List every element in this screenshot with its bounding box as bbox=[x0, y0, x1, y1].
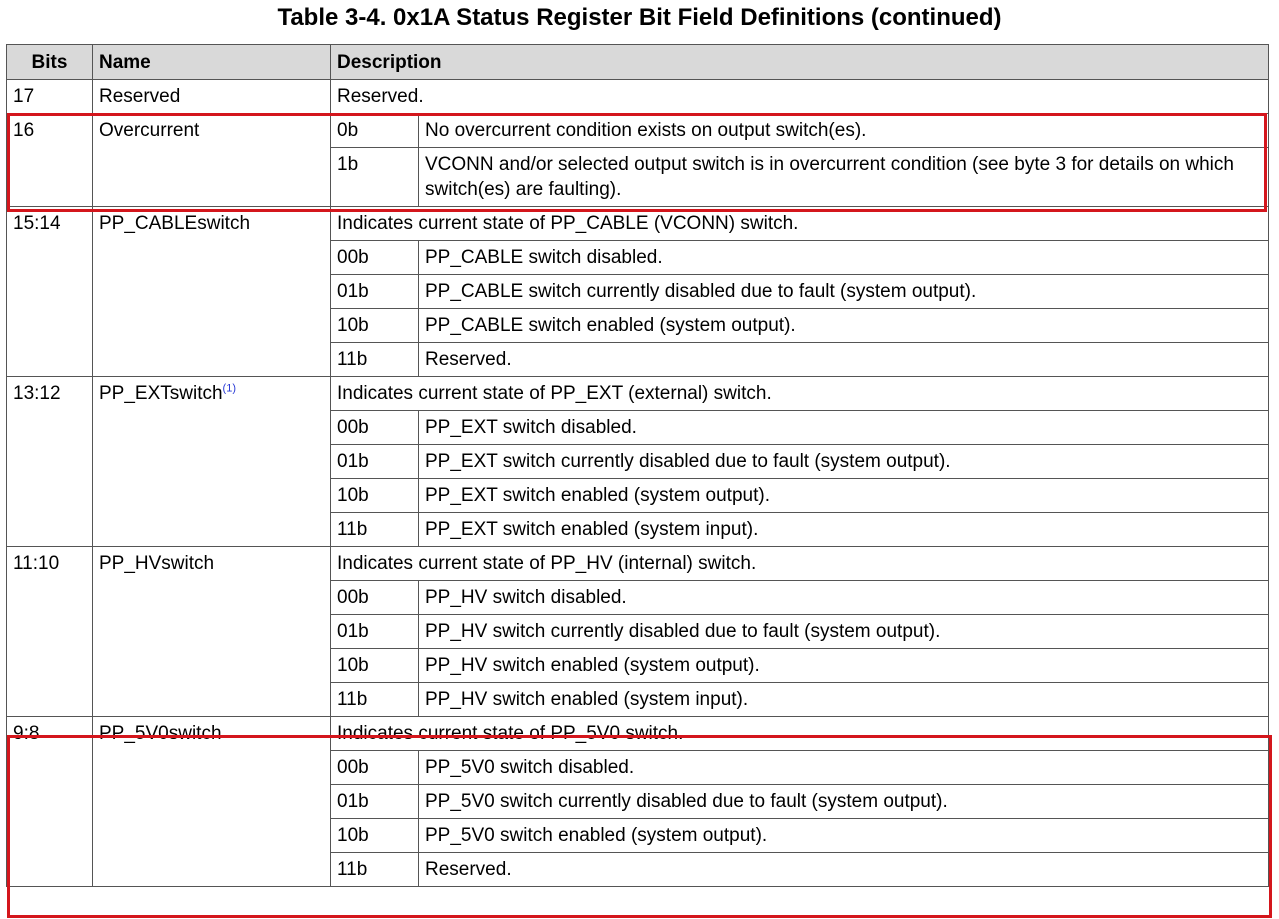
bits-cell: 13:12 bbox=[7, 377, 93, 547]
value-text-cell: PP_EXT switch enabled (system output). bbox=[419, 479, 1269, 513]
field-name: PP_EXTswitch bbox=[99, 383, 223, 404]
bits-cell: 9:8 bbox=[7, 717, 93, 887]
value-code-cell: 00b bbox=[331, 241, 419, 275]
table-row bbox=[7, 377, 1269, 411]
description-cell: Indicates current state of PP_CABLE (VCONN) switch. bbox=[331, 207, 1269, 241]
description-cell: Indicates current state of PP_5V0 switch. bbox=[331, 717, 1269, 751]
value-code-cell: 10b bbox=[331, 479, 419, 513]
name-column-header: Name bbox=[93, 45, 331, 80]
value-text-cell: PP_HV switch disabled. bbox=[419, 581, 1269, 615]
table-title: Table 3-4. 0x1A Status Register Bit Field Definitions (continued) bbox=[277, 4, 1002, 31]
value-text-cell: PP_5V0 switch currently disabled due to fault (system output). bbox=[419, 785, 1269, 819]
value-text-cell: PP_CABLE switch enabled (system output). bbox=[419, 309, 1269, 343]
value-code-cell: 00b bbox=[331, 751, 419, 785]
value-code-cell: 11b bbox=[331, 343, 419, 377]
value-code-cell: 00b bbox=[331, 581, 419, 615]
name-cell: PP_5V0switch bbox=[93, 717, 331, 887]
name-cell bbox=[93, 377, 331, 547]
footnote-link[interactable]: (1) bbox=[222, 382, 236, 395]
value-text-cell: PP_HV switch enabled (system input). bbox=[419, 683, 1269, 717]
value-code-cell: 0b bbox=[331, 114, 419, 148]
value-code-cell: 10b bbox=[331, 649, 419, 683]
name-cell: PP_CABLEswitch bbox=[93, 207, 331, 377]
value-code-cell: 11b bbox=[331, 513, 419, 547]
value-text-cell: Reserved. bbox=[419, 343, 1269, 377]
bits-cell: 17 bbox=[7, 80, 93, 114]
bits-cell: 15:14 bbox=[7, 207, 93, 377]
value-code-cell: 01b bbox=[331, 275, 419, 309]
value-text-cell: PP_EXT switch disabled. bbox=[419, 411, 1269, 445]
table-row bbox=[7, 717, 1269, 751]
table-header-row bbox=[7, 45, 1269, 80]
bits-cell: 16 bbox=[7, 114, 93, 207]
value-code-cell: 11b bbox=[331, 683, 419, 717]
value-code-cell: 11b bbox=[331, 853, 419, 887]
table-row bbox=[7, 114, 1269, 148]
value-code-cell: 01b bbox=[331, 445, 419, 479]
value-code-cell: 1b bbox=[331, 148, 419, 207]
description-column-header: Description bbox=[331, 45, 1269, 80]
value-code-cell: 01b bbox=[331, 615, 419, 649]
value-text-cell: VCONN and/or selected output switch is in overcurrent condition (see byte 3 for details on which switch(es) are faulting). bbox=[419, 148, 1269, 207]
bits-column-header: Bits bbox=[7, 45, 93, 80]
value-code-cell: 10b bbox=[331, 819, 419, 853]
value-text-cell: PP_CABLE switch disabled. bbox=[419, 241, 1269, 275]
description-cell: Reserved. bbox=[331, 80, 1269, 114]
bits-cell: 11:10 bbox=[7, 547, 93, 717]
name-cell: Reserved bbox=[93, 80, 331, 114]
table-row bbox=[7, 80, 1269, 114]
value-text-cell: PP_EXT switch currently disabled due to fault (system output). bbox=[419, 445, 1269, 479]
value-text-cell: PP_5V0 switch enabled (system output). bbox=[419, 819, 1269, 853]
table-row bbox=[7, 547, 1269, 581]
value-text-cell: PP_HV switch currently disabled due to fault (system output). bbox=[419, 615, 1269, 649]
value-text-cell: PP_CABLE switch currently disabled due to fault (system output). bbox=[419, 275, 1269, 309]
description-cell: Indicates current state of PP_HV (internal) switch. bbox=[331, 547, 1269, 581]
name-cell: PP_HVswitch bbox=[93, 547, 331, 717]
value-text-cell: PP_EXT switch enabled (system input). bbox=[419, 513, 1269, 547]
value-code-cell: 01b bbox=[331, 785, 419, 819]
description-cell: Indicates current state of PP_EXT (external) switch. bbox=[331, 377, 1269, 411]
value-text-cell: Reserved. bbox=[419, 853, 1269, 887]
value-text-cell: PP_5V0 switch disabled. bbox=[419, 751, 1269, 785]
value-code-cell: 00b bbox=[331, 411, 419, 445]
value-code-cell: 10b bbox=[331, 309, 419, 343]
table-row bbox=[7, 207, 1269, 241]
bit-field-table bbox=[6, 44, 1269, 887]
value-text-cell: PP_HV switch enabled (system output). bbox=[419, 649, 1269, 683]
name-cell: Overcurrent bbox=[93, 114, 331, 207]
value-text-cell: No overcurrent condition exists on output switch(es). bbox=[419, 114, 1269, 148]
